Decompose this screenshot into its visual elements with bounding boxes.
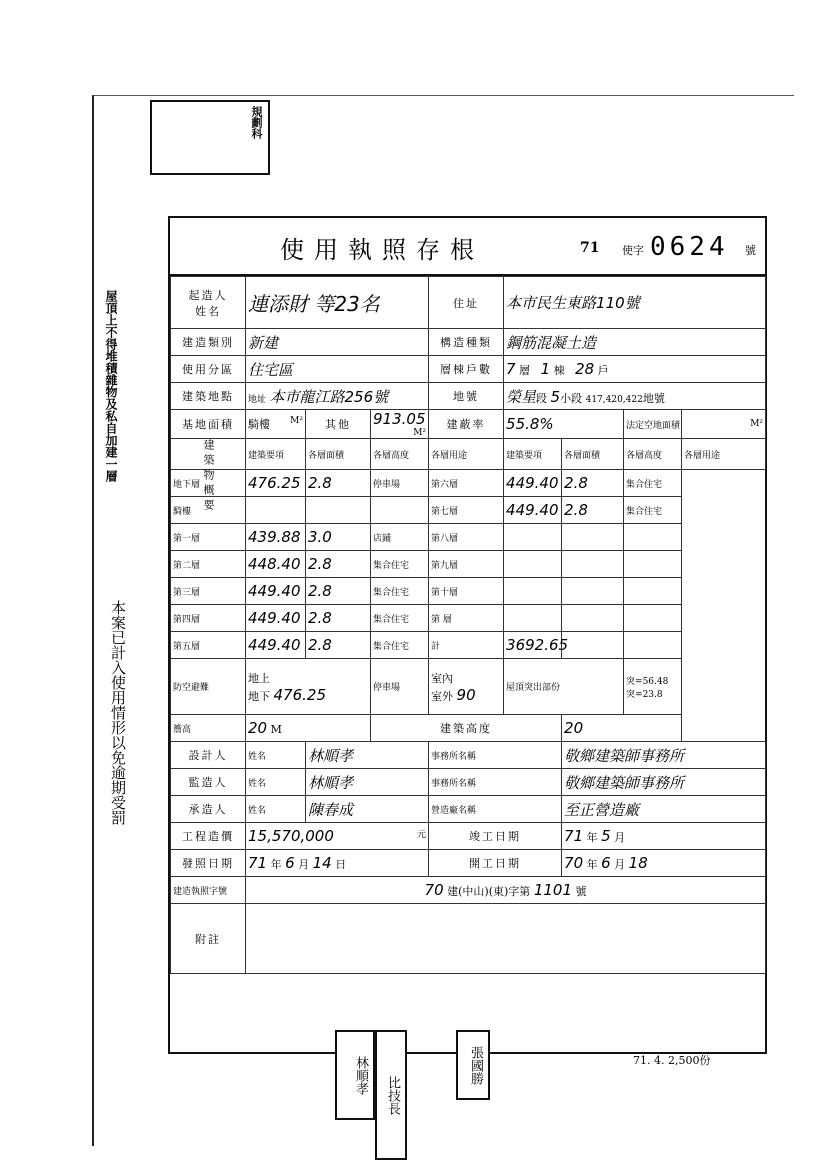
hdr-use-left: 各層用途 [429, 439, 504, 470]
category-row [171, 329, 766, 356]
designer-label: 設計人 [171, 742, 246, 769]
floor-name-right: 第六層 [429, 470, 504, 497]
supervisor-name: 林順孝 [306, 769, 429, 796]
floor-name-left: 騎樓 [171, 497, 246, 524]
cost-row [171, 823, 766, 850]
floor-height-left: 3.0 [306, 524, 371, 551]
other-value: 913.05 M² [371, 410, 429, 439]
floor-name-left: 第四層 [171, 605, 246, 632]
title-bar [170, 218, 765, 276]
applicant-label: 起造人 姓名 [171, 277, 246, 329]
note-value [246, 904, 766, 974]
cost-value: 15,570,000 元 [246, 823, 429, 850]
floor-height-left: 2.8 [306, 470, 371, 497]
floor-use-right: 集合住宅 [624, 497, 682, 524]
zone-value: 住宅區 [246, 356, 429, 383]
floor-rows [171, 470, 766, 659]
floor-use-right [624, 632, 682, 659]
designer-office-label: 事務所名稱 [429, 742, 562, 769]
note-label: 附註 [171, 904, 246, 974]
floor-name-left: 第二層 [171, 551, 246, 578]
floor-area-right [504, 605, 562, 632]
eave-row [171, 715, 766, 742]
floor-name-right: 第十層 [429, 578, 504, 605]
floor-name-right: 第 層 [429, 605, 504, 632]
start-label: 開工日期 [429, 850, 562, 877]
start-date: 70 年 6 月 18 [562, 850, 766, 877]
hdr-item-right: 建築要項 [504, 439, 562, 470]
floor-height-right [562, 605, 624, 632]
floor-use-left: 集合住宅 [371, 605, 429, 632]
floor-area-left: 449.40 [246, 632, 306, 659]
hdr-area-left: 各層面積 [306, 439, 371, 470]
floor-row [171, 551, 766, 578]
permit-prefix: 71 [580, 240, 600, 256]
contractor-row [171, 796, 766, 823]
floor-area-left: 439.88 [246, 524, 306, 551]
floor-use-left: 集合住宅 [371, 551, 429, 578]
eave-value: 20 M [246, 715, 371, 742]
issue-label: 發照日期 [171, 850, 246, 877]
area-label: 基地面積 [171, 410, 246, 439]
floor-use-left [371, 497, 429, 524]
hdr-height-right: 各層高度 [624, 439, 682, 470]
floor-height-left [306, 497, 371, 524]
address-label: 住址 [429, 277, 504, 329]
floor-row [171, 632, 766, 659]
floor-height-right [562, 524, 624, 551]
hdr-use-right: 各層用途 [682, 439, 766, 470]
building-height-value: 20 [562, 715, 682, 742]
page-title: 使用執照存根 [280, 236, 484, 264]
permit-stub-card [168, 216, 767, 1054]
floor-name-right: 計 [429, 632, 504, 659]
zone-label: 使用分區 [171, 356, 246, 383]
applicant-name: 連添財 等23名 [246, 277, 429, 329]
zone-row [171, 356, 766, 383]
site-label: 建築地點 [171, 383, 246, 410]
floor-row [171, 605, 766, 632]
open-space-label: 法定空地面積 [624, 410, 682, 439]
eave-label: 簷高 [171, 715, 246, 742]
coverage-label: 建蔽率 [429, 410, 504, 439]
ride-label: 騎樓 M² [246, 410, 306, 439]
floor-name-left: 第三層 [171, 578, 246, 605]
floor-height-right [562, 578, 624, 605]
supervisor-office-label: 事務所名稱 [429, 769, 562, 796]
seal-official: 張國勝 [456, 1030, 490, 1100]
floor-area-left: 476.25 [246, 470, 306, 497]
floor-area-left: 449.40 [246, 605, 306, 632]
contractor-firm: 至正營造廠 [562, 796, 766, 823]
note-row [171, 904, 766, 974]
hdr-area-right: 各層面積 [562, 439, 624, 470]
handwritten-side-note: 本案已計入使用情形以免逾期受罰 [109, 600, 127, 825]
sidebar-warning-note: 屋頂上不得堆積雜物及私自加建一層 [104, 290, 118, 482]
shelter-row [171, 659, 766, 715]
structure-value: 鋼筋混凝土造 [504, 329, 766, 356]
applicant-address: 本市民生東路110號 [504, 277, 766, 329]
floor-height-left: 2.8 [306, 551, 371, 578]
hdr-height-left: 各層高度 [371, 439, 429, 470]
floor-height-left: 2.8 [306, 605, 371, 632]
designer-name: 林順孝 [306, 742, 429, 769]
shelter-values: 地上 地下 476.25 [246, 659, 371, 715]
floor-name-right: 第七層 [429, 497, 504, 524]
floor-area-right [504, 551, 562, 578]
hdr-item-left: 建築要項 [246, 439, 306, 470]
seal-designer: 林順孝 [335, 1030, 375, 1120]
supervisor-label: 監造人 [171, 769, 246, 796]
supervisor-office: 敬鄉建築師事務所 [562, 769, 766, 796]
floor-name-right: 第九層 [429, 551, 504, 578]
building-height-label: 建築高度 [371, 715, 562, 742]
lot-label: 地號 [429, 383, 504, 410]
applicant-row [171, 277, 766, 329]
floor-area-right [504, 524, 562, 551]
permit-number: 0624 [650, 232, 729, 262]
floor-use-right [624, 578, 682, 605]
floor-header-row [171, 439, 766, 470]
section-label: 建築物概要 [171, 439, 246, 470]
parking-values: 室內 室外 90 [429, 659, 504, 715]
floor-height-left: 2.8 [306, 578, 371, 605]
floor-use-left: 停車場 [371, 470, 429, 497]
site-row [171, 383, 766, 410]
site-address: 地址 本市龍江路256號 [246, 383, 429, 410]
cost-label: 工程造價 [171, 823, 246, 850]
designer-name-label: 姓名 [246, 742, 306, 769]
supervisor-row [171, 769, 766, 796]
completion-date: 71 年 5 月 [562, 823, 766, 850]
permit-zi: 使字 [622, 244, 644, 257]
floor-row [171, 470, 766, 497]
floor-height-right [562, 632, 624, 659]
roof-notes: 突=56.48 突=23.8 [624, 659, 682, 715]
coverage-value: 55.8% [504, 410, 624, 439]
floor-height-right [562, 551, 624, 578]
permit-label: 建造執照字號 [171, 877, 246, 904]
floor-area-left: 449.40 [246, 578, 306, 605]
category-value: 新建 [246, 329, 429, 356]
floors-label: 層棟戶數 [429, 356, 504, 383]
floor-use-left: 店鋪 [371, 524, 429, 551]
floor-use-right [624, 551, 682, 578]
floor-use-left: 集合住宅 [371, 578, 429, 605]
floor-row [171, 578, 766, 605]
permit-hao: 號 [745, 244, 756, 257]
contractor-firm-label: 營造廠名稱 [429, 796, 562, 823]
issue-date: 71 年 6 月 14 日 [246, 850, 429, 877]
floor-area-right: 449.40 [504, 497, 562, 524]
category-label: 建造類別 [171, 329, 246, 356]
permit-table [170, 276, 766, 974]
permit-value: 70 建(中山)(東)字第 1101 號 [246, 877, 766, 904]
floor-name-right: 第八層 [429, 524, 504, 551]
floor-height-right: 2.8 [562, 470, 624, 497]
designer-row [171, 742, 766, 769]
seal-chief: 比技長 [375, 1030, 407, 1160]
floor-row [171, 524, 766, 551]
floor-use-right: 集合住宅 [624, 470, 682, 497]
floor-row [171, 497, 766, 524]
floor-name-left: 地下層 [171, 470, 246, 497]
floor-name-left: 第一層 [171, 524, 246, 551]
parking-label: 停車場 [371, 659, 429, 715]
structure-label: 構造種類 [429, 329, 504, 356]
lot-value: 榮星段 5小段 417,420,422地號 [504, 383, 766, 410]
floor-area-left [246, 497, 306, 524]
designer-office: 敬鄉建築師事務所 [562, 742, 766, 769]
contractor-name-label: 姓名 [246, 796, 306, 823]
issue-row [171, 850, 766, 877]
contractor-label: 承造人 [171, 796, 246, 823]
floor-use-right [624, 605, 682, 632]
permit-row [171, 877, 766, 904]
supervisor-name-label: 姓名 [246, 769, 306, 796]
top-stamp: 規劃科 [150, 100, 270, 175]
floor-height-left: 2.8 [306, 632, 371, 659]
floor-area-right: 3692.65 [504, 632, 562, 659]
floor-use-left: 集合住宅 [371, 632, 429, 659]
completion-label: 竣工日期 [429, 823, 562, 850]
shelter-label: 防空避難 [171, 659, 246, 715]
open-space-value: M² [682, 410, 766, 439]
contractor-name: 陳春成 [306, 796, 429, 823]
floor-area-right [504, 578, 562, 605]
floor-use-right [624, 524, 682, 551]
floors-value: 7 層 1 棟 28 戶 [504, 356, 766, 383]
area-row [171, 410, 766, 439]
floor-area-left: 448.40 [246, 551, 306, 578]
print-footer: 71. 4. 2,500份 [633, 1054, 711, 1067]
roof-label: 屋頂突出部份 [504, 659, 624, 715]
floor-area-right: 449.40 [504, 470, 562, 497]
floor-height-right: 2.8 [562, 497, 624, 524]
floor-name-left: 第五層 [171, 632, 246, 659]
other-label: 其他 [306, 410, 371, 439]
